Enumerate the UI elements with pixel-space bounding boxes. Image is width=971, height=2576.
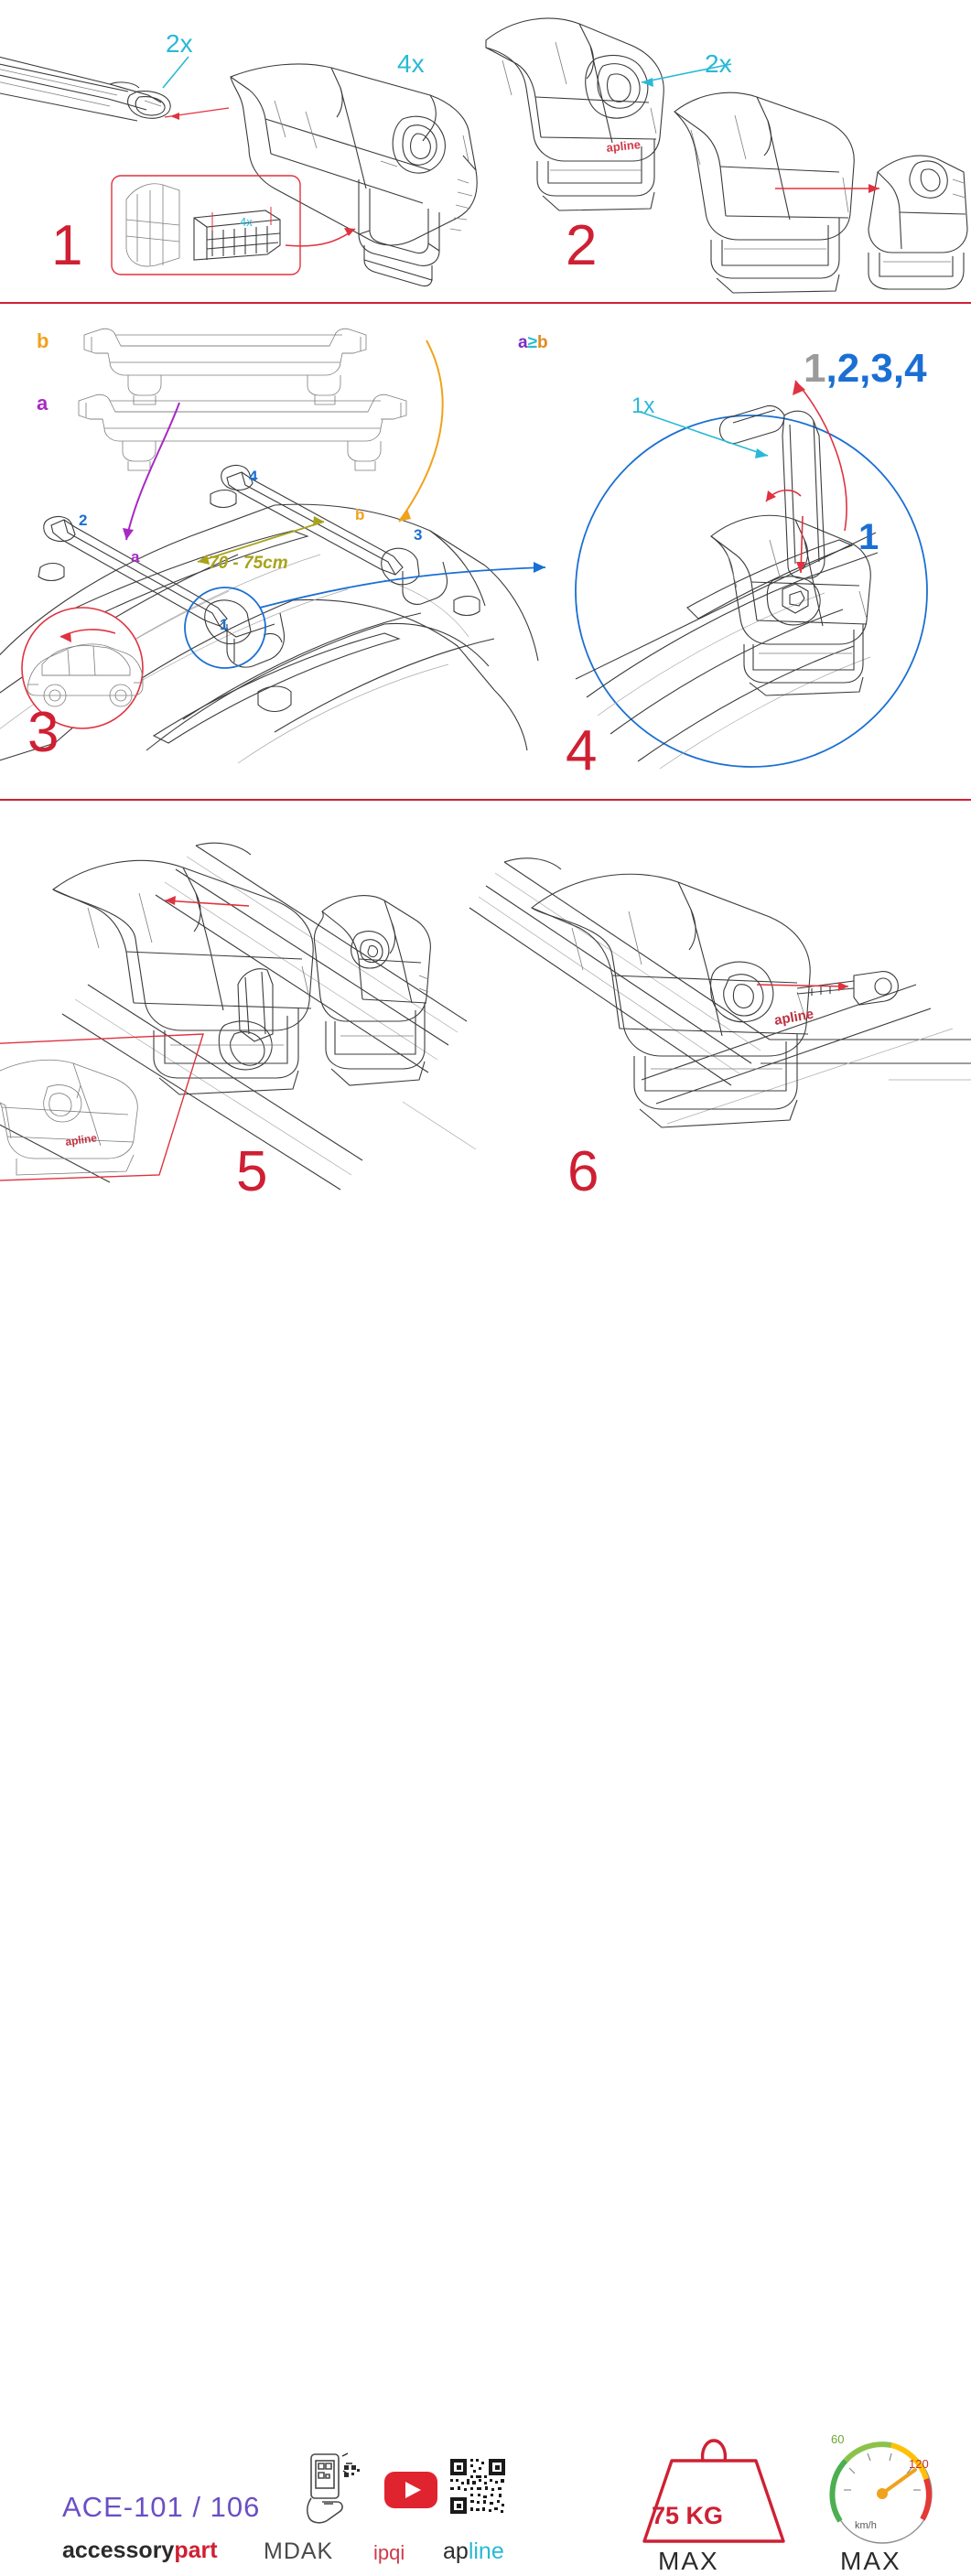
step-3-bar-label-b: b xyxy=(37,329,49,352)
step-3-number: 3 xyxy=(27,701,60,764)
step-2-number: 2 xyxy=(566,214,599,277)
sequence-first: 1 xyxy=(804,346,826,391)
step-3-position-a: a xyxy=(131,548,140,566)
step-3-mount-1: 1 xyxy=(220,616,229,633)
speed-tick-min: 60 xyxy=(831,2432,845,2446)
sequence-rest: ,2,3,4 xyxy=(825,346,927,391)
youtube-icon[interactable] xyxy=(381,2466,445,2512)
step-4-comparison-label xyxy=(518,333,548,353)
speed-limit-caption: MAX xyxy=(840,2547,901,2575)
step-6-number: 6 xyxy=(567,1140,600,1203)
brand-apline-part1: ap xyxy=(443,2538,469,2564)
step-4-sequence xyxy=(804,346,927,392)
step-4-tool-qty: 1x xyxy=(631,393,655,418)
weight-limit-caption: MAX xyxy=(658,2547,719,2575)
brand-apline-part2: line xyxy=(468,2538,504,2564)
brand-ipqi: ipqi xyxy=(373,2541,405,2564)
product-logo-step2 xyxy=(606,137,642,155)
step-5-number: 5 xyxy=(236,1140,269,1203)
step-1-qty-endcap: 2x xyxy=(166,29,193,58)
step-3-distance: 70 - 75cm xyxy=(209,554,288,573)
comparison-b: b xyxy=(537,333,548,352)
step-4-number: 4 xyxy=(566,719,599,782)
comparison-a: a xyxy=(518,333,528,352)
weight-limit-value: 75 KG xyxy=(652,2502,724,2529)
brand-accessory-part2: part xyxy=(174,2538,218,2563)
section-divider-1 xyxy=(0,302,971,304)
qr-code-icon xyxy=(448,2457,511,2519)
step-6-illustration xyxy=(495,805,971,1171)
step-3-mount-2: 2 xyxy=(79,512,88,529)
step-1-qty-pad: 4x xyxy=(240,215,253,229)
step-1-number: 1 xyxy=(51,214,84,277)
step-3-bar-label-a: a xyxy=(37,392,49,415)
speed-tick-max: 120 xyxy=(909,2457,929,2471)
step-5-illustration xyxy=(0,805,476,1190)
weight-limit-icon xyxy=(622,2430,805,2549)
svg-text:apline: apline xyxy=(64,1131,98,1148)
step-1-qty-foot: 4x xyxy=(397,49,425,78)
step-2-qty-lock: 2x xyxy=(705,49,732,78)
qr-scan-phone-icon xyxy=(291,2452,373,2526)
step-4-turn-number: 1 xyxy=(858,517,879,557)
brand-apline xyxy=(443,2538,504,2565)
step-3-mount-3: 3 xyxy=(414,526,423,544)
model-code: ACE-101 / 106 xyxy=(62,2491,261,2523)
svg-text:apline: apline xyxy=(772,1006,815,1029)
speed-unit-label: km/h xyxy=(855,2520,877,2531)
step-3-mount-4: 4 xyxy=(249,468,258,485)
svg-text:apline: apline xyxy=(605,137,642,155)
footer xyxy=(0,1240,971,2575)
comparison-ge: ≥ xyxy=(527,333,538,352)
step-3-position-b: b xyxy=(355,506,365,523)
brand-accessorypart xyxy=(62,2538,218,2564)
brand-mdak: MDAK xyxy=(264,2538,334,2564)
brand-accessory-part1: accessory xyxy=(62,2538,175,2563)
